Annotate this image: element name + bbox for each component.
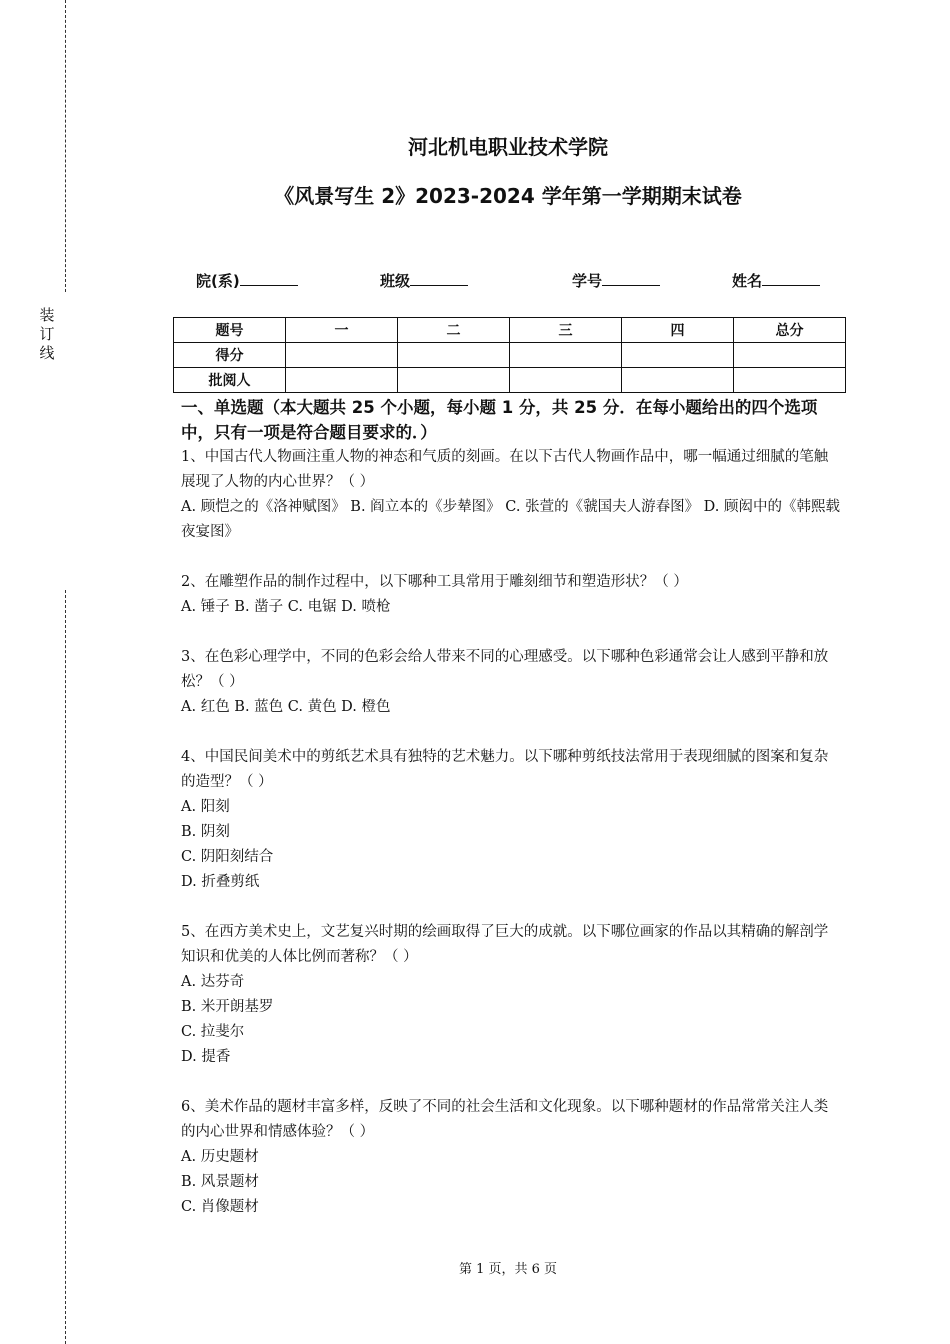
- question-option: A. 阳刻: [181, 799, 230, 815]
- binding-char: 装: [39, 306, 55, 324]
- spacer: [181, 1070, 841, 1095]
- question-1: [181, 445, 841, 545]
- question-option: A. 达芬奇: [181, 974, 245, 990]
- table-cell: 总分: [734, 318, 846, 343]
- info-field-name[interactable]: [732, 270, 820, 291]
- table-cell[interactable]: [622, 368, 734, 393]
- table-cell[interactable]: [510, 343, 622, 368]
- blank-line[interactable]: [240, 271, 298, 286]
- question-option: C. 阴阳刻结合: [181, 849, 274, 865]
- info-label: 学号: [572, 272, 603, 290]
- question-stem: 1、中国古代人物画注重人物的神态和气质的刻画。在以下古代人物画作品中，哪一幅通过细腻的笔触展现了人物的内心世界？（ ）: [181, 449, 829, 490]
- table-cell[interactable]: [622, 343, 734, 368]
- question-3: [181, 645, 841, 720]
- spacer: [181, 545, 841, 570]
- question-stem: 3、在色彩心理学中，不同的色彩会给人带来不同的心理感受。以下哪种色彩通常会让人感到平静和放松？（ ）: [181, 649, 829, 690]
- blank-line[interactable]: [602, 271, 660, 286]
- section-title: 一、单选题（本大题共 25 个小题，每小题 1 分，共 25 分．在每小题给出的四个选项中，只有一项是符合题目要求的．）: [181, 398, 818, 442]
- question-option: A. 历史题材: [181, 1149, 259, 1165]
- question-stem: 5、在西方美术史上，文艺复兴时期的绘画取得了巨大的成就。以下哪位画家的作品以其精确的解剖学知识和优美的人体比例而著称？（ ）: [181, 924, 829, 965]
- table-cell[interactable]: [286, 368, 398, 393]
- question-option: C. 肖像题材: [181, 1199, 259, 1215]
- table-cell[interactable]: [510, 368, 622, 393]
- info-label: 姓名: [732, 272, 763, 290]
- table-cell: 得分: [174, 343, 286, 368]
- table-cell[interactable]: [398, 368, 510, 393]
- binding-label: [37, 306, 57, 363]
- question-4: [181, 745, 841, 895]
- spacer: [181, 895, 841, 920]
- table-cell: 题号: [174, 318, 286, 343]
- exam-title: 《风景写生 2》2023-2024 学年第一学期期末试卷: [274, 184, 742, 208]
- score-table-row-score: [174, 343, 846, 368]
- question-5: [181, 920, 841, 1070]
- table-cell: 三: [510, 318, 622, 343]
- spacer: [181, 720, 841, 745]
- question-stem: 6、美术作品的题材丰富多样，反映了不同的社会生活和文化现象。以下哪种题材的作品常常关注人类的内心世界和情感体验？（ ）: [181, 1099, 829, 1140]
- blank-line[interactable]: [762, 271, 820, 286]
- info-label: 院(系): [196, 272, 240, 290]
- question-option: A. 顾恺之的《洛神赋图》 B. 阎立本的《步辇图》 C. 张萱的《虢国夫人游春图》 D. 顾闳中的《韩熙载夜宴图》: [181, 499, 841, 540]
- question-option: A. 锤子 B. 凿子 C. 电锯 D. 喷枪: [181, 599, 391, 615]
- question-option: D. 折叠剪纸: [181, 874, 260, 890]
- binding-dashed-line-bottom: [65, 590, 66, 1344]
- info-field-class[interactable]: [380, 270, 468, 291]
- info-field-student-id[interactable]: [572, 270, 660, 291]
- info-field-department[interactable]: [196, 270, 298, 291]
- table-cell[interactable]: [286, 343, 398, 368]
- table-cell[interactable]: [734, 368, 846, 393]
- binding-char: 订: [39, 325, 55, 343]
- binding-char: 线: [39, 344, 55, 362]
- page-number: 第 1 页，共 6 页: [458, 1262, 558, 1277]
- score-table-row-reviewer: [174, 368, 846, 393]
- question-option: B. 阴刻: [181, 824, 230, 840]
- question-stem: 2、在雕塑作品的制作过程中，以下哪种工具常用于雕刻细节和塑造形状？（ ）: [181, 574, 688, 590]
- question-option: B. 风景题材: [181, 1174, 259, 1190]
- spacer: [181, 620, 841, 645]
- score-table: [173, 317, 846, 393]
- info-label: 班级: [380, 272, 411, 290]
- table-cell: 一: [286, 318, 398, 343]
- table-cell[interactable]: [734, 343, 846, 368]
- blank-line[interactable]: [410, 271, 468, 286]
- question-2: [181, 570, 841, 620]
- school-name: 河北机电职业技术学院: [408, 135, 608, 159]
- question-option: B. 米开朗基罗: [181, 999, 274, 1015]
- score-table-header-row: [174, 318, 846, 343]
- question-stem: 4、中国民间美术中的剪纸艺术具有独特的艺术魅力。以下哪种剪纸技法常用于表现细腻的图案和复杂的造型？（ ）: [181, 749, 829, 790]
- question-option: A. 红色 B. 蓝色 C. 黄色 D. 橙色: [181, 699, 391, 715]
- table-cell: 二: [398, 318, 510, 343]
- question-option: C. 拉斐尔: [181, 1024, 245, 1040]
- table-cell: 四: [622, 318, 734, 343]
- table-cell[interactable]: [398, 343, 510, 368]
- table-cell: 批阅人: [174, 368, 286, 393]
- question-option: D. 提香: [181, 1049, 231, 1065]
- question-6: [181, 1095, 841, 1220]
- exam-content: [181, 395, 841, 1220]
